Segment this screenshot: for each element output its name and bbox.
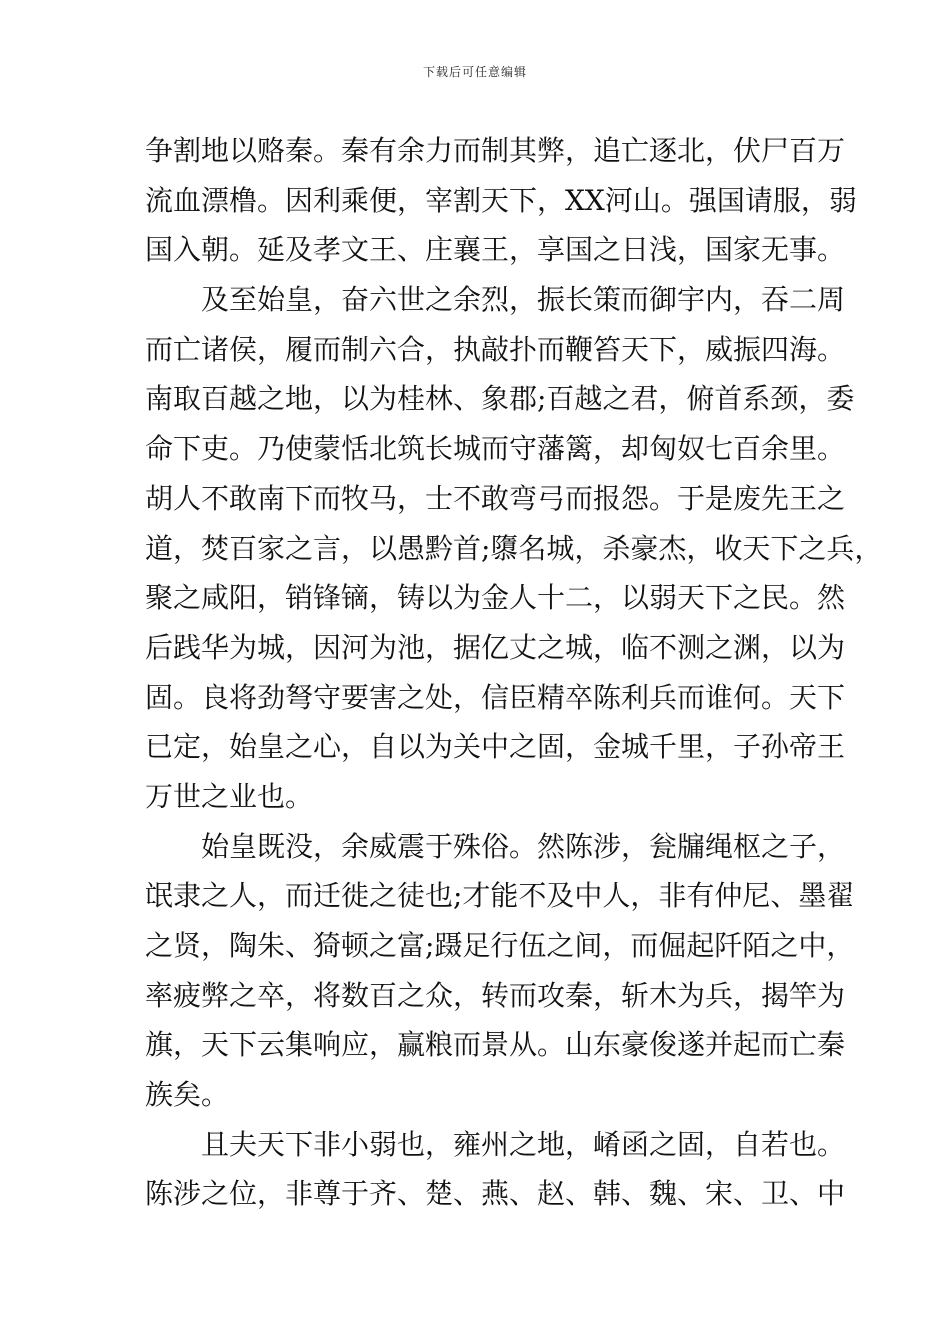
text-line: 聚之咸阳，销锋镝，铸以为金人十二，以弱天下之民。然 bbox=[145, 581, 846, 615]
text-line: 且夫天下非小弱也，雍州之地，崤函之固，自若也。 bbox=[201, 1127, 846, 1161]
text-line: 旗，天下云集响应，赢粮而景从。山东豪俊遂并起而亡秦 bbox=[145, 1028, 846, 1062]
text-line: 族矣。 bbox=[145, 1078, 230, 1112]
text-line: 流血漂橹。因利乘便，宰割天下，XX河山。强国请服，弱 bbox=[145, 183, 857, 217]
text-line: 固。良将劲弩守要害之处，信臣精卒陈利兵而谁何。天下 bbox=[145, 680, 846, 714]
paragraph-2 bbox=[145, 275, 883, 822]
text-line: 命下吏。乃使蒙恬北筑长城而守藩篱，却匈奴七百余里。 bbox=[145, 432, 846, 466]
text-line: 争割地以赂秦。秦有余力而制其弊，追亡逐北，伏尸百万 bbox=[145, 134, 846, 167]
text-line: 胡人不敢南下而牧马，士不敢弯弓而报怨。于是废先王之 bbox=[145, 481, 846, 515]
page-header: 下载后可任意编辑 bbox=[422, 65, 527, 79]
text-line: 万世之业也。 bbox=[145, 779, 314, 813]
text-line: 后践华为城，因河为池，据亿丈之城，临不测之渊，以为 bbox=[145, 630, 846, 664]
text-line: 道，焚百家之言，以愚黔首;隳名城，杀豪杰，收天下之兵， bbox=[145, 531, 883, 565]
paragraph-3 bbox=[145, 822, 855, 1120]
text-line: 已定，始皇之心，自以为关中之固，金城千里，子孙帝王 bbox=[145, 730, 846, 764]
text-line: 陈涉之位，非尊于齐、楚、燕、赵、韩、魏、宋、卫、中 bbox=[145, 1177, 846, 1211]
paragraph-1 bbox=[145, 126, 857, 275]
text-line: 及至始皇，奋六世之余烈，振长策而御宇内，吞二周 bbox=[201, 283, 846, 317]
text-line: 始皇既没，余威震于殊俗。然陈涉，瓮牖绳枢之子， bbox=[201, 829, 846, 863]
text-line: 南取百越之地，以为桂林、象郡;百越之君，俯首系颈，委 bbox=[145, 382, 855, 416]
paragraph-4 bbox=[145, 1120, 846, 1219]
text-line: 国入朝。延及孝文王、庄襄王，享国之日浅，国家无事。 bbox=[145, 233, 846, 267]
text-line: 氓隶之人，而迁徙之徒也;才能不及中人，非有仲尼、墨翟 bbox=[145, 879, 855, 913]
text-line: 之贤，陶朱、猗顿之富;蹑足行伍之间，而倔起阡陌之中， bbox=[145, 929, 855, 962]
text-line: 率疲弊之卒，将数百之众，转而攻秦，斩木为兵，揭竿为 bbox=[145, 978, 846, 1012]
document-body bbox=[145, 126, 883, 1219]
text-line: 而亡诸侯，履而制六合，执敲扑而鞭笞天下，威振四海。 bbox=[145, 332, 846, 366]
